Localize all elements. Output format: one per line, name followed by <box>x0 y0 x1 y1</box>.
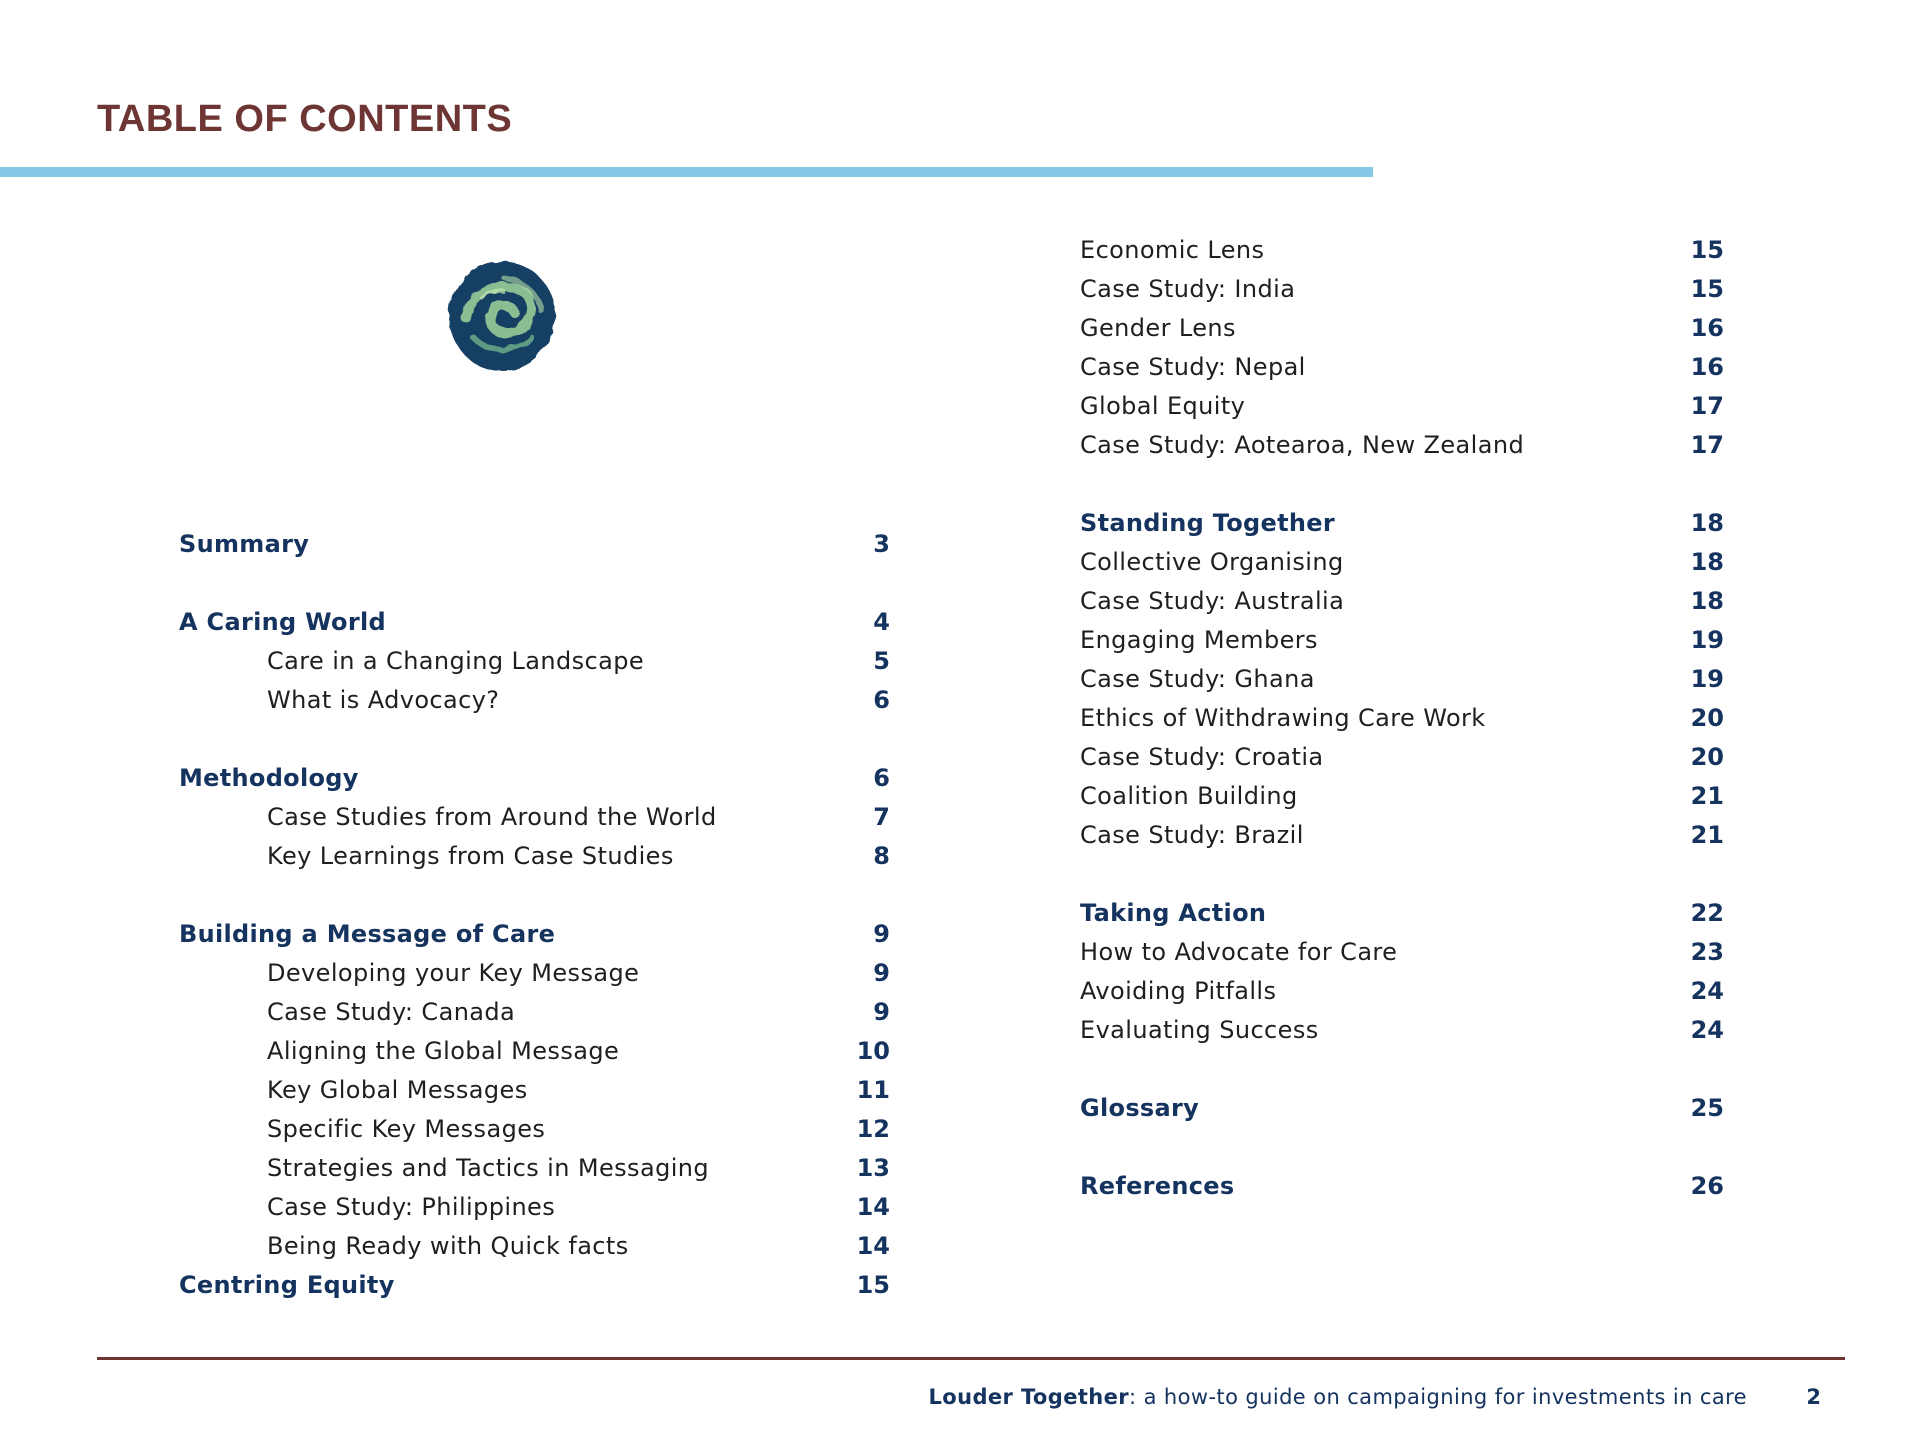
toc-entry-page: 16 <box>1690 314 1724 342</box>
toc-entry-label: Coalition Building <box>1080 782 1298 810</box>
toc-entry-page: 24 <box>1690 977 1724 1005</box>
toc-entry-label: Key Global Messages <box>267 1076 528 1104</box>
toc-entry[interactable] <box>179 1227 890 1266</box>
toc-entry[interactable] <box>179 642 890 681</box>
toc-entry-page: 19 <box>1690 665 1724 693</box>
toc-entry[interactable] <box>1080 1011 1724 1050</box>
toc-entry-label: Engaging Members <box>1080 626 1318 654</box>
toc-entry-page: 26 <box>1690 1172 1724 1200</box>
toc-entry-label: Gender Lens <box>1080 314 1236 342</box>
toc-entry-label: Economic Lens <box>1080 236 1265 264</box>
toc-entry[interactable] <box>1080 816 1724 855</box>
toc-entry[interactable] <box>1080 1167 1724 1206</box>
toc-entry-page: 19 <box>1690 626 1724 654</box>
toc-entry[interactable] <box>1080 933 1724 972</box>
toc-entry[interactable] <box>179 798 890 837</box>
toc-entry-label: Case Study: Aotearoa, New Zealand <box>1080 431 1525 459</box>
toc-entry-page: 18 <box>1690 587 1724 615</box>
toc-entry-page: 17 <box>1690 431 1724 459</box>
page-title: TABLE OF CONTENTS <box>97 98 513 140</box>
toc-entry-page: 25 <box>1690 1094 1724 1122</box>
toc-left-column <box>179 525 890 1305</box>
toc-entry-page: 6 <box>873 686 890 714</box>
toc-entry-label: Methodology <box>179 764 359 792</box>
toc-entry-page: 20 <box>1690 704 1724 732</box>
toc-entry-page: 6 <box>873 764 890 792</box>
toc-entry-page: 5 <box>873 647 890 675</box>
toc-entry-page: 14 <box>856 1232 890 1260</box>
footer-title-bold: Louder Together <box>928 1385 1130 1409</box>
toc-entry-label: A Caring World <box>179 608 386 636</box>
toc-entry[interactable] <box>179 837 890 876</box>
toc-entry-label: Taking Action <box>1080 899 1267 927</box>
toc-entry[interactable] <box>1080 777 1724 816</box>
toc-entry[interactable] <box>1080 348 1724 387</box>
toc-entry[interactable] <box>179 1110 890 1149</box>
toc-entry-label: Case Study: Croatia <box>1080 743 1324 771</box>
toc-entry-page: 7 <box>873 803 890 831</box>
toc-entry-label: Specific Key Messages <box>267 1115 546 1143</box>
toc-entry-page: 24 <box>1690 1016 1724 1044</box>
toc-entry-label: Evaluating Success <box>1080 1016 1319 1044</box>
toc-entry-label: Avoiding Pitfalls <box>1080 977 1277 1005</box>
toc-entry-label: Key Learnings from Case Studies <box>267 842 674 870</box>
toc-entry-page: 17 <box>1690 392 1724 420</box>
title-underline <box>0 167 1373 177</box>
toc-entry-page: 15 <box>1690 275 1724 303</box>
footer-page-number: 2 <box>1806 1385 1821 1409</box>
toc-entry-page: 14 <box>856 1193 890 1221</box>
toc-entry-label: Case Study: India <box>1080 275 1296 303</box>
toc-entry-page: 18 <box>1690 509 1724 537</box>
toc-entry[interactable] <box>179 525 890 564</box>
toc-entry[interactable] <box>1080 660 1724 699</box>
toc-entry-page: 22 <box>1690 899 1724 927</box>
toc-entry[interactable] <box>1080 270 1724 309</box>
toc-entry-page: 4 <box>873 608 890 636</box>
toc-entry-page: 9 <box>873 998 890 1026</box>
toc-entry-page: 8 <box>873 842 890 870</box>
toc-entry[interactable] <box>179 1032 890 1071</box>
toc-entry-label: Case Study: Philippines <box>267 1193 556 1221</box>
toc-entry[interactable] <box>1080 543 1724 582</box>
toc-entry-label: Global Equity <box>1080 392 1246 420</box>
toc-entry[interactable] <box>1080 309 1724 348</box>
toc-entry-label: Ethics of Withdrawing Care Work <box>1080 704 1486 732</box>
toc-entry-page: 9 <box>873 920 890 948</box>
toc-entry[interactable] <box>1080 894 1724 933</box>
toc-entry[interactable] <box>1080 582 1724 621</box>
toc-entry[interactable] <box>1080 387 1724 426</box>
toc-entry-label: Case Study: Australia <box>1080 587 1345 615</box>
toc-entry-page: 15 <box>856 1271 890 1299</box>
toc-entry[interactable] <box>1080 738 1724 777</box>
toc-entry-label: Summary <box>179 530 310 558</box>
toc-entry[interactable] <box>179 915 890 954</box>
toc-entry-page: 23 <box>1690 938 1724 966</box>
toc-entry-label: Collective Organising <box>1080 548 1344 576</box>
toc-right-column <box>1080 231 1724 1206</box>
toc-entry-label: Case Studies from Around the World <box>267 803 717 831</box>
footer-title-rest: : a how-to guide on campaigning for investments in care <box>1129 1385 1747 1409</box>
toc-entry[interactable] <box>179 954 890 993</box>
toc-entry[interactable] <box>1080 699 1724 738</box>
toc-entry-label: Building a Message of Care <box>179 920 556 948</box>
toc-entry-label: References <box>1080 1172 1235 1200</box>
toc-entry-label: Case Study: Canada <box>267 998 516 1026</box>
toc-entry-label: Standing Together <box>1080 509 1335 537</box>
toc-entry[interactable] <box>179 993 890 1032</box>
toc-entry[interactable] <box>1080 621 1724 660</box>
toc-entry-page: 12 <box>856 1115 890 1143</box>
toc-entry-page: 3 <box>873 530 890 558</box>
toc-entry[interactable] <box>1080 426 1724 465</box>
toc-entry-label: Care in a Changing Landscape <box>267 647 645 675</box>
toc-entry[interactable] <box>1080 504 1724 543</box>
toc-entry-label: Case Study: Nepal <box>1080 353 1306 381</box>
toc-entry[interactable] <box>179 1188 890 1227</box>
toc-entry-label: Aligning the Global Message <box>267 1037 620 1065</box>
toc-entry-label: What is Advocacy? <box>267 686 500 714</box>
toc-entry-label: Case Study: Brazil <box>1080 821 1304 849</box>
toc-entry-label: Centring Equity <box>179 1271 395 1299</box>
toc-entry-label: Case Study: Ghana <box>1080 665 1315 693</box>
toc-entry[interactable] <box>179 759 890 798</box>
toc-entry-page: 10 <box>856 1037 890 1065</box>
toc-entry-page: 18 <box>1690 548 1724 576</box>
toc-entry[interactable] <box>179 1266 890 1305</box>
toc-entry-label: Glossary <box>1080 1094 1200 1122</box>
toc-entry-page: 20 <box>1690 743 1724 771</box>
globe-illustration <box>444 258 560 374</box>
toc-entry-page: 15 <box>1690 236 1724 264</box>
toc-entry-label: How to Advocate for Care <box>1080 938 1398 966</box>
toc-entry-label: Strategies and Tactics in Messaging <box>267 1154 710 1182</box>
toc-entry[interactable] <box>1080 1089 1724 1128</box>
toc-entry-page: 21 <box>1690 821 1724 849</box>
toc-entry[interactable] <box>179 603 890 642</box>
toc-entry-page: 9 <box>873 959 890 987</box>
toc-entry[interactable] <box>179 1149 890 1188</box>
toc-entry-page: 13 <box>856 1154 890 1182</box>
toc-entry-page: 16 <box>1690 353 1724 381</box>
toc-entry-page: 11 <box>856 1076 890 1104</box>
toc-entry-label: Developing your Key Message <box>267 959 640 987</box>
toc-entry-page: 21 <box>1690 782 1724 810</box>
toc-entry[interactable] <box>179 681 890 720</box>
toc-entry-label: Being Ready with Quick facts <box>267 1232 629 1260</box>
footer-divider <box>97 1357 1845 1360</box>
toc-entry[interactable] <box>1080 972 1724 1011</box>
toc-entry[interactable] <box>179 1071 890 1110</box>
toc-entry[interactable] <box>1080 231 1724 270</box>
footer-document-title <box>929 1385 1748 1409</box>
